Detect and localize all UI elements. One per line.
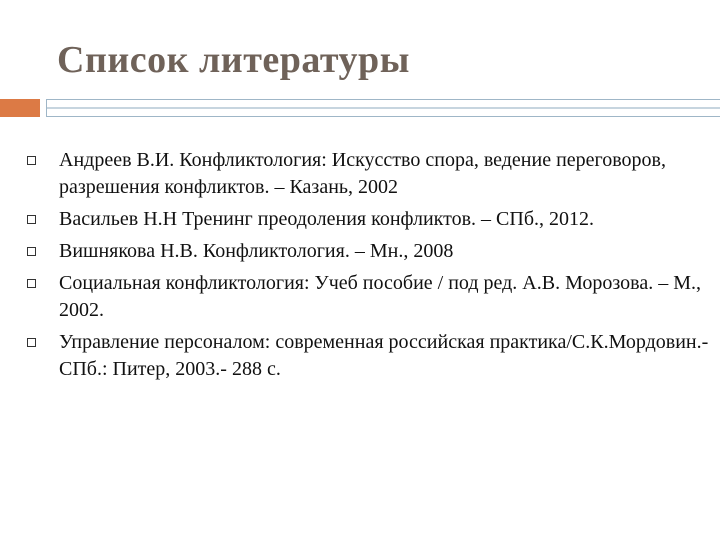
reference-item bbox=[0, 238, 720, 265]
square-bullet-icon bbox=[27, 279, 36, 288]
slide-title: Список литературы bbox=[57, 39, 410, 81]
title-divider bbox=[46, 99, 720, 117]
square-bullet-icon bbox=[27, 156, 36, 165]
reference-text: Управление персоналом: современная российская практика/С.К.Мордовин.- СПб.: Питер, 2003.- 288 с. bbox=[59, 331, 709, 380]
square-bullet-icon bbox=[27, 215, 36, 224]
square-bullet-icon bbox=[27, 247, 36, 256]
reference-item bbox=[0, 206, 720, 233]
reference-text: Социальная конфликтология: Учеб пособие / под ред. А.В. Морозова. – М., 2002. bbox=[59, 272, 701, 321]
reference-list bbox=[0, 147, 720, 388]
reference-text: Васильев Н.Н Тренинг преодоления конфликтов. – СПб., 2012. bbox=[59, 208, 595, 230]
reference-text: Андреев В.И. Конфликтология: Искусство спора, ведение переговоров, разрешения конфликтов. – Казань, 2002 bbox=[59, 149, 667, 198]
reference-item bbox=[0, 147, 720, 201]
reference-item bbox=[0, 270, 720, 324]
square-bullet-icon bbox=[27, 338, 36, 347]
title-accent-bar bbox=[0, 99, 40, 117]
reference-item bbox=[0, 329, 720, 383]
reference-text: Вишнякова Н.В. Конфликтология. – Мн., 2008 bbox=[59, 240, 454, 262]
